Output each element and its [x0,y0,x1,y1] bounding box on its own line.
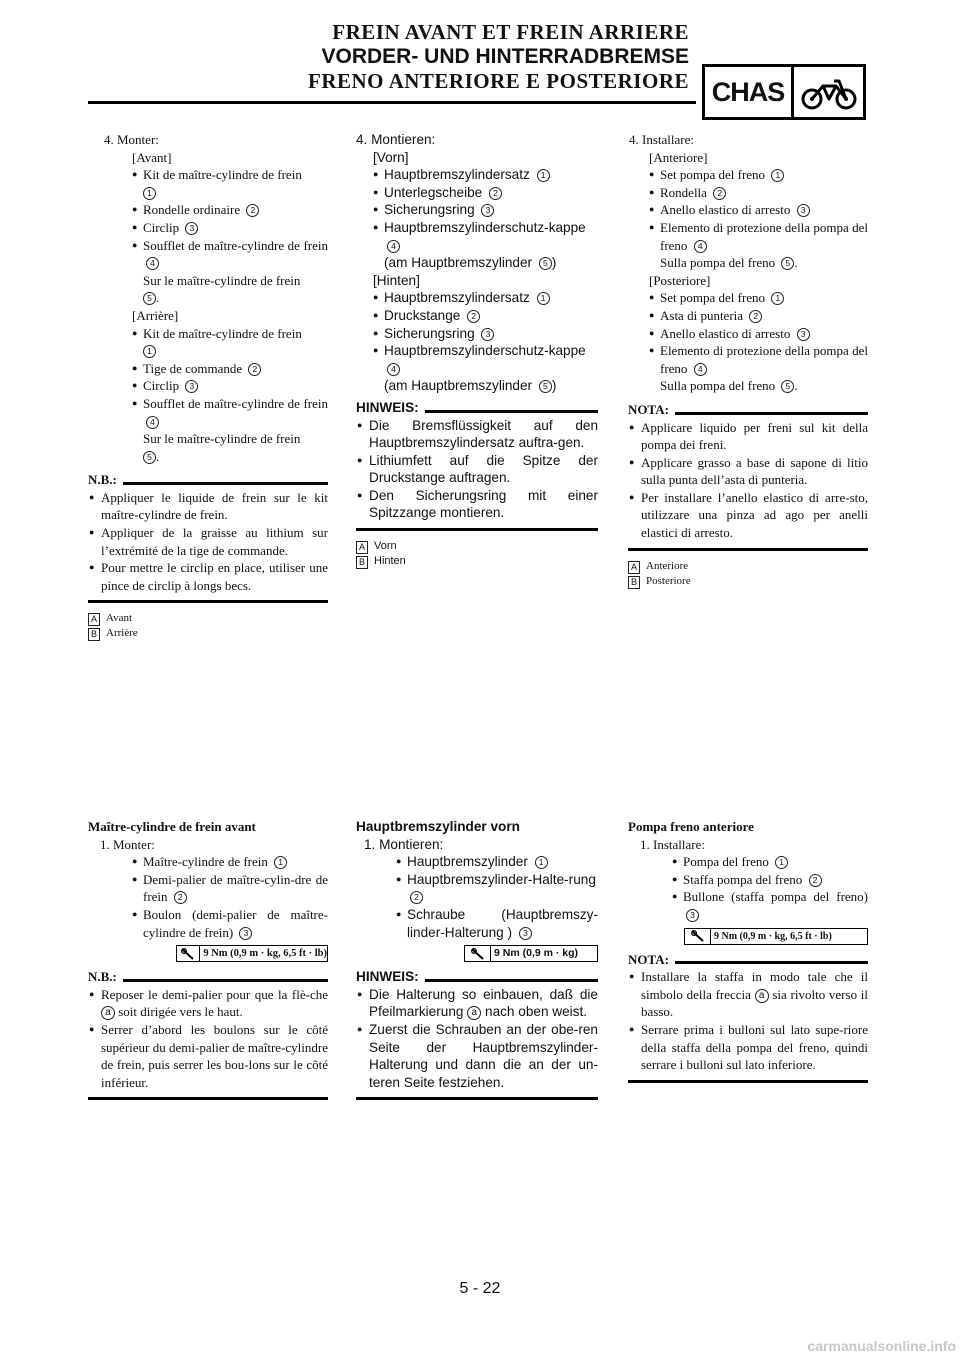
list-item: ● Hauptbremszylinder-Halte-rung 2 [396,871,598,906]
legend-item: A Avant [88,611,328,626]
list-item: ● Maître-cylindre de frein 1 [132,853,328,871]
location-note: Sulla pompa del freno 5 . [660,378,798,394]
arrow-mark-a: a [101,1006,115,1020]
install-items [628,853,868,944]
list-item: ● Tige de commande 2 [132,360,328,378]
legend-item: B Hinten [356,554,598,569]
list-item: ● Hauptbremszylinderschutz-kappe 4 [373,342,598,377]
de-top-column [356,131,598,569]
fr-top-column [88,131,328,641]
note-rule [628,548,868,551]
torque-spec [464,945,598,962]
arrow-mark-a: a [467,1006,481,1020]
arrow-mark-a: a [755,989,769,1003]
note-item: ● Serrare prima i bulloni sul lato supe-riore della staffa della pompa del freno, quindi serrare i bulloni sul lato inferiore. [628,1021,868,1074]
list-item: ● Sicherungsring 3 [373,201,598,219]
section-title: Pompa freno anteriore [628,819,754,834]
step-heading: 4. Monter: [104,132,159,147]
step-heading: 4. Installare: [629,132,694,147]
de-bottom-column [356,818,598,1100]
list-item: ● Hauptbremszylindersatz 1 [373,289,598,307]
list-item: ● Kit de maître-cylindre de frein 1 [132,166,328,201]
note-item: ● Appliquer de la graisse au lithium sur l’extrémité de la tige de commande. [88,524,328,559]
legend [628,559,868,589]
front-label: [Vorn] [373,149,409,165]
note-item: ● Serrer d’abord les boulons sur le côté supérieur du demi-palier de maître-cylindre de frein, puis serrer les bou-lons sur le côté inférieur. [88,1021,328,1091]
note-item: ● Applicare grasso a base di sapone di litio sulla punta dell’asta di punteria. [628,454,868,489]
front-label: [Avant] [132,149,172,165]
install-items [88,853,328,962]
list-item: ● Demi-palier de maître-cylin-dre de frein 2 [132,871,328,906]
list-item: ● Kit de maître-cylindre de frein 1 [132,325,328,360]
legend-item: A Anteriore [628,559,868,574]
legend [356,539,598,569]
section-title: Maître-cylindre de frein avant [88,819,256,834]
note-item: ● Die Halterung so einbauen, daß die Pfeilmarkierung a nach oben weist. [356,986,598,1021]
it-top-column [628,131,868,589]
section-title: Hauptbremszylinder vorn [356,819,520,834]
list-item: ● Soufflet de maître-cylindre de frein 4 [132,395,328,430]
step-heading: 1. Montieren: [364,836,444,852]
note-header: N.B.: [88,968,328,986]
note-header: HINWEIS: [356,399,598,417]
install-items [356,853,598,962]
rear-label: [Arrière] [132,307,179,323]
note-header: NOTA: [628,401,868,419]
rear-label: [Posteriore] [649,272,711,288]
list-item: ● Boulon (demi-palier de maître-cylindre de frein) 3 [132,906,328,941]
legend-item: A Vorn [356,539,598,554]
step-heading: 1. Monter: [100,836,155,852]
note-rule [356,528,598,531]
note-item: ● Appliquer le liquide de frein sur le kit maître-cylindre de frein. [88,489,328,524]
list-item: ● Anello elastico di arresto 3 [649,325,868,343]
list-item: ● Elemento di protezione della pompa del freno 4 [649,219,868,254]
torque-spec [176,945,328,962]
it-bottom-column [628,818,868,1083]
location-note: Sur le maître-cylindre de frein 5 . [143,272,301,306]
list-item: ● Set pompa del freno 1 [649,289,868,307]
note-rule [628,1080,868,1083]
note-item: ● Pour mettre le circlip en place, utiliser une pince de circlip à longs becs. [88,559,328,594]
note-item: ● Die Bremsflüssigkeit auf den Hauptbremszylindersatz auftra-gen. [356,417,598,452]
list-item: ● Druckstange 2 [373,307,598,325]
list-item: ● Rondella 2 [649,184,868,202]
header-title-de: VORDER- UND HINTERRADBREMSE [321,45,689,68]
rear-items [88,325,328,466]
list-item: ● Anello elastico di arresto 3 [649,201,868,219]
legend [88,611,328,641]
rear-items [628,289,868,395]
header-rule [88,101,696,104]
section-code: CHAS [705,67,794,117]
list-item: ● Bullone (staffa pompa del freno) 3 [672,888,868,923]
torque-value: 9 Nm (0,9 m · kg, 6,5 ft · lb) [714,930,832,942]
note-header: N.B.: [88,471,328,489]
location-note: (am Hauptbremszylinder 5 ) [384,255,557,271]
note-item: ● Per installare l’anello elastico di arre-sto, utilizzare una pinza ad ago per anelli elastici di arresto. [628,489,868,542]
step-heading: 1. Installare: [640,836,705,852]
list-item: ● Asta di punteria 2 [649,307,868,325]
torque-value: 9 Nm (0,9 m · kg) [494,947,579,960]
front-items [628,166,868,272]
list-item: ● Elemento di protezione della pompa del freno 4 [649,342,868,377]
note-item: ● Den Sicherungsring mit einer Spitzzange montieren. [356,487,598,522]
wrench-icon [465,946,491,961]
list-item: ● Rondelle ordinaire 2 [132,201,328,219]
list-item: ● Hauptbremszylinderschutz-kappe 4 [373,219,598,254]
torque-spec [684,928,868,945]
page-number: 5 - 22 [459,1280,501,1297]
location-note: Sulla pompa del freno 5 . [660,255,798,271]
list-item: ● Hauptbremszylinder 1 [396,853,598,871]
front-items [88,166,328,307]
watermark: carmanualsonline.info [807,1338,956,1354]
location-note: (am Hauptbremszylinder 5 ) [384,378,557,394]
section-badge [702,64,866,120]
note-item: ● Zuerst die Schrauben an der obe-ren Seite der Hauptbremszylinder-Halterung und dann die an der un-teren Seite festziehen. [356,1021,598,1091]
rear-label: [Hinten] [373,272,420,288]
rear-items [356,289,598,395]
note-rule [88,600,328,603]
torque-value: 9 Nm (0,9 m · kg, 6,5 ft · lb) [203,948,327,960]
wrench-icon [177,946,200,961]
note-item: ● Applicare liquido per freni sul kit della pompa dei freni. [628,419,868,454]
note-header: HINWEIS: [356,968,598,986]
location-note: Sur le maître-cylindre de frein 5 . [143,431,301,464]
list-item: ● Circlip 3 [132,377,328,395]
legend-item: B Arrière [88,626,328,641]
list-item: ● Sicherungsring 3 [373,325,598,343]
wrench-icon [685,929,711,944]
list-item: ● Circlip 3 [132,219,328,237]
note-item: ● Reposer le demi-palier pour que la flè-che a soit dirigée vers le haut. [88,986,328,1021]
header-title-fr: FREIN AVANT ET FREIN ARRIERE [332,20,689,44]
front-items [356,166,598,272]
list-item: ● Schraube (Hauptbremszy-linder-Halterung ) 3 [396,906,598,941]
note-rule [356,1097,598,1100]
step-heading: 4. Montieren: [356,132,436,147]
note-header: NOTA: [628,951,868,969]
list-item: ● Unterlegscheibe 2 [373,184,598,202]
fr-bottom-column [88,818,328,1100]
note-item: ● Lithiumfett auf die Spitze der Druckstange auftragen. [356,452,598,487]
list-item: ● Pompa del freno 1 [672,853,868,871]
legend-item: B Posteriore [628,574,868,589]
note-item: ● Installare la staffa in modo tale che il simbolo della freccia a sia rivolto verso il basso. [628,968,868,1021]
list-item: ● Staffa pompa del freno 2 [672,871,868,889]
note-rule [88,1097,328,1100]
front-label: [Anteriore] [649,149,708,165]
header-title-it: FRENO ANTERIORE E POSTERIORE [308,69,689,93]
list-item: ● Hauptbremszylindersatz 1 [373,166,598,184]
list-item: ● Set pompa del freno 1 [649,166,868,184]
list-item: ● Soufflet de maître-cylindre de frein 4 [132,237,328,272]
motorcycle-icon [794,67,863,117]
